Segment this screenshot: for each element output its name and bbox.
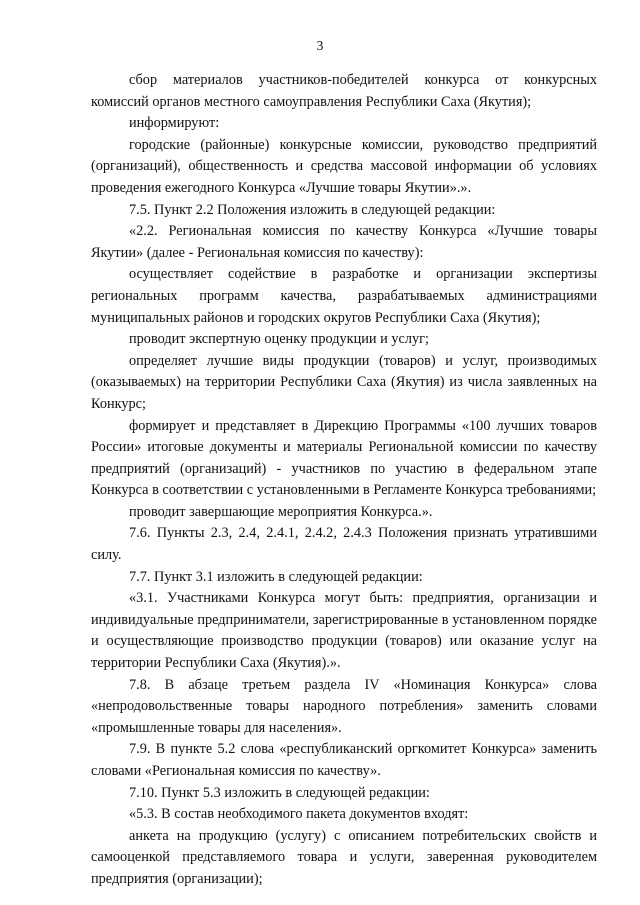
paragraph-2: информируют: [129, 115, 220, 132]
paragraph-4: 7.5. Пункт 2.2 Положения изложить в следующей редакции: [129, 201, 496, 218]
paragraph-13: «3.1. Участниками Конкурса могут быть: предприятия, организации и индивидуальные предприниматели, зарегистрированные в установленном порядке и осуществляющие производство продукции (товаров) или оказание услуг на территории Республики Саха (Якутия).». [91, 590, 597, 672]
paragraph-11: 7.6. Пункты 2.3, 2.4, 2.4.1, 2.4.2, 2.4.3 Положения признать утратившими силу. [91, 525, 597, 564]
paragraph-3: городские (районные) конкурсные комиссии, руководство предприятий (организаций), общественность и средства массовой информации об условиях проведения ежегодного Конкурса «Лучшие товары Якутии».». [91, 136, 597, 196]
paragraph-18: анкета на продукцию (услугу) с описанием потребительских свойств и самооценкой представляемого товара и услуги, заверенная руководителем предприятия (организации); [91, 827, 597, 887]
paragraph-17: «5.3. В состав необходимого пакета документов входят: [129, 806, 469, 823]
paragraph-14: 7.8. В абзаце третьем раздела IV «Номинация Конкурса» слова «непродовольственные товары народного потребления» заменить словами «промышленные товары для населения». [91, 676, 597, 736]
paragraph-10: проводит завершающие мероприятия Конкурса.». [129, 503, 433, 520]
paragraph-9: формирует и представляет в Дирекцию Программы «100 лучших товаров России» итоговые документы и материалы Региональной комиссии по качеству предприятий (организаций) - участников по участию в федеральном этапе Конкурса в соответствии с установленными в Регламенте Конкурса требованиями; [91, 417, 597, 499]
page-number: 3 [316, 38, 324, 53]
paragraph-12: 7.7. Пункт 3.1 изложить в следующей редакции: [129, 568, 423, 585]
paragraph-8: определяет лучшие виды продукции (товаров) и услуг, производимых (оказываемых) на территории Республики Саха (Якутия) из числа заявленных на Конкурс; [91, 352, 597, 412]
paragraph-6: осуществляет содействие в разработке и организации экспертизы региональных программ качества, разрабатываемых администрациями муниципальных районов и городских округов Республики Саха (Якутия); [91, 266, 597, 326]
paragraph-5: «2.2. Региональная комиссия по качеству Конкурса «Лучшие товары Якутии» (далее - Региональная комиссия по качеству): [91, 223, 597, 261]
paragraph-1: сбор материалов участников-победителей конкурса от конкурсных комиссий органов местного самоуправления Республики Саха (Якутия); [91, 72, 597, 110]
document-body [91, 70, 597, 891]
paragraph-7: проводит экспертную оценку продукции и услуг; [129, 331, 429, 348]
paragraph-15: 7.9. В пункте 5.2 слова «республиканский оргкомитет Конкурса» заменить словами «Региональная комиссия по качеству». [91, 741, 597, 779]
paragraph-16: 7.10. Пункт 5.3 изложить в следующей редакции: [129, 784, 430, 801]
